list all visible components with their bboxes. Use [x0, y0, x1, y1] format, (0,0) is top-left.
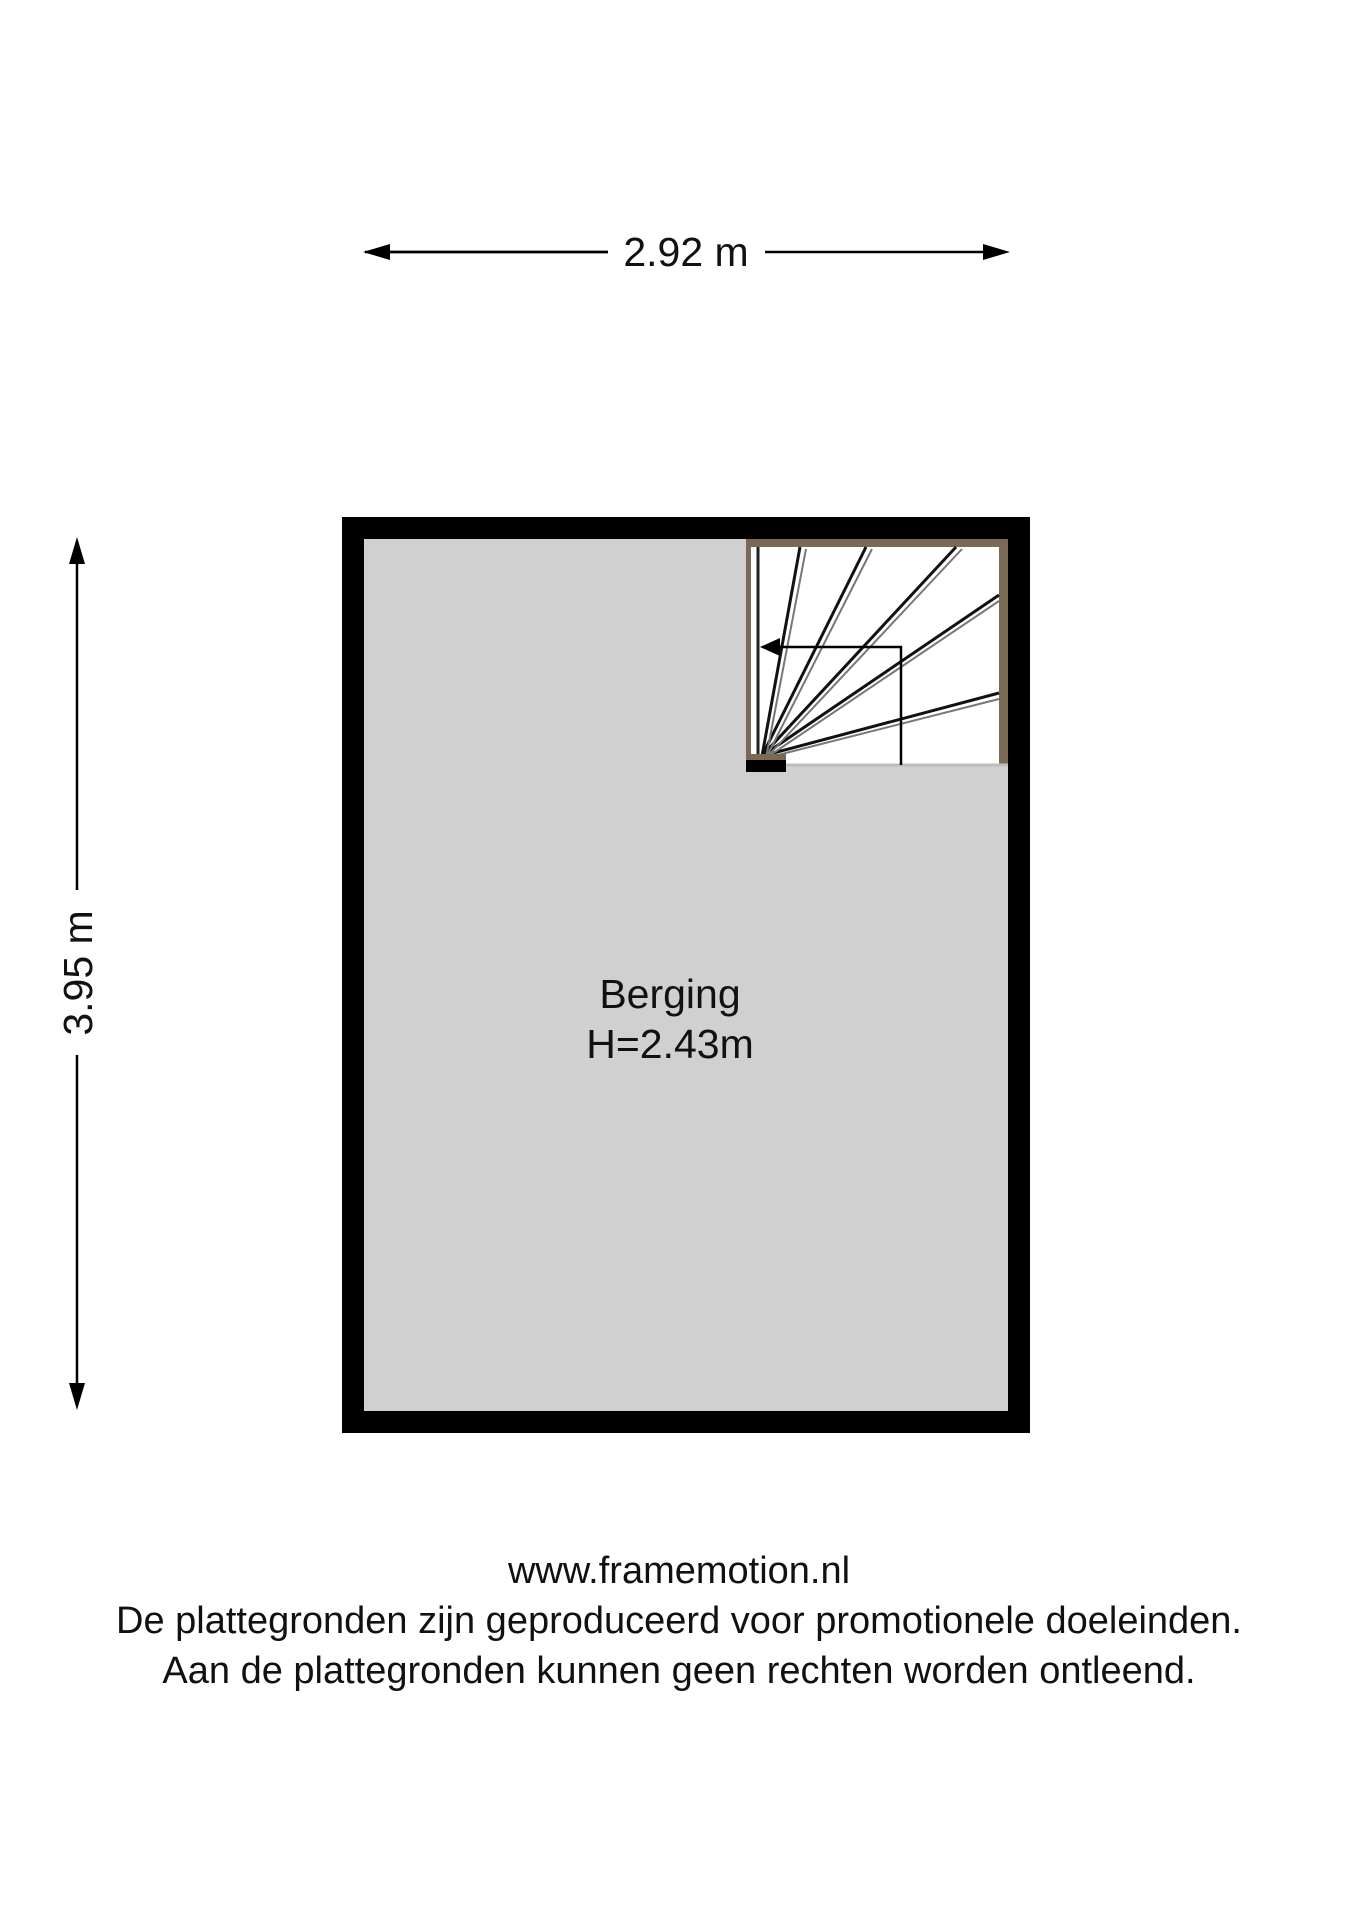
- stair-opening: [751, 547, 999, 765]
- room-height: H=2.43m: [586, 1021, 754, 1067]
- arrow-left-icon: [363, 244, 390, 260]
- winding-stair-icon: [746, 539, 1008, 772]
- height-label: 3.95 m: [55, 910, 101, 1036]
- height-dimension: [55, 537, 101, 1410]
- disclaimer-line-2: Aan de plattegronden kunnen geen rechten worden ontleend.: [162, 1650, 1196, 1692]
- arrow-down-icon: [69, 1383, 85, 1410]
- arrow-up-icon: [69, 537, 85, 564]
- disclaimer-footer: [0, 1546, 1358, 1696]
- website-link[interactable]: www.framemotion.nl: [507, 1550, 851, 1592]
- arrow-right-icon: [983, 244, 1010, 260]
- room-name: Berging: [599, 971, 741, 1017]
- width-dimension: [363, 229, 1010, 275]
- disclaimer-line-1: De plattegronden zijn geproduceerd voor promotionele doeleinden.: [116, 1600, 1242, 1642]
- width-label: 2.92 m: [623, 229, 749, 275]
